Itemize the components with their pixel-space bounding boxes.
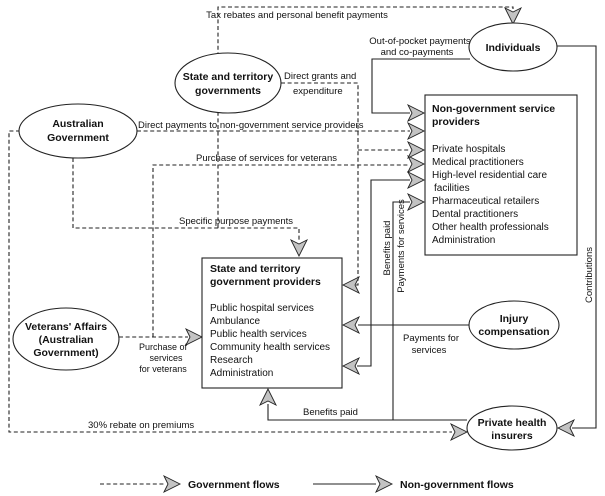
flow-insurers-benefits [260, 389, 467, 420]
arrowhead-right-nongovt-4-icon [408, 172, 424, 188]
legend-government-label: Government flows [188, 479, 280, 491]
payments-services-vertical-label: Payments for services [396, 199, 407, 293]
box-item: Administration [210, 368, 274, 379]
box-item: Public hospital services [210, 303, 314, 314]
purchase-veterans-top-label: Purchase of services for veterans [196, 153, 337, 164]
arrowhead-down-individuals-icon [505, 8, 521, 24]
state-box-title-1: State and territory [210, 263, 301, 275]
direct-grants-label-1: Direct grants and [284, 71, 357, 82]
australian-government-label-2: Government [47, 132, 109, 144]
arrowhead-right-insurers-icon [451, 424, 467, 440]
purchase-veterans-side-label-1: Purchase of [138, 342, 188, 352]
arrowhead-down-statebox-icon [291, 240, 307, 256]
specific-purpose-line [73, 158, 299, 241]
arrowhead-right-nongovt-2-icon [408, 142, 424, 158]
box-item: facilities [434, 183, 470, 194]
insurers-benefits-line [268, 404, 467, 420]
contributions-label: Contributions [584, 247, 595, 303]
arrowhead-left-insurers-icon [558, 420, 574, 436]
benefits-paid-bottom-label: Benefits paid [303, 407, 358, 418]
private-health-insurers-label-2: insurers [491, 430, 533, 442]
australian-government-label-1: Australian [52, 118, 104, 130]
legend-government-arrowhead-icon [164, 476, 180, 492]
legend-nongovernment-arrowhead-icon [376, 476, 392, 492]
nongovt-box-title-2: providers [432, 116, 480, 128]
rebate-label: 30% rebate on premiums [88, 420, 195, 431]
purchase-veterans-side-label-2: services [149, 353, 183, 363]
flow-specific-purpose [73, 158, 307, 256]
veterans-affairs-label-2: (Australian [38, 334, 94, 346]
arrowhead-right-nongovt-1-icon [408, 123, 424, 139]
box-item: Community health services [210, 342, 331, 353]
arrowhead-right-nongovt-5-icon [408, 194, 424, 210]
state-territory-governments-label-1: State and territory [182, 71, 274, 83]
private-health-insurers-label-1: Private health [477, 417, 547, 429]
specific-purpose-label: Specific purpose payments [179, 216, 294, 227]
flow-injury-payments [343, 317, 470, 333]
injury-compensation-ellipse [469, 301, 559, 349]
out-of-pocket-label-2: and co-payments [380, 47, 454, 58]
box-item: Other health professionals [432, 222, 549, 233]
veterans-affairs-label-3: Government) [33, 347, 99, 359]
box-item: Public health services [210, 329, 307, 340]
box-item: Research [210, 355, 253, 366]
injury-payments-label-2: services [411, 345, 447, 356]
arrowhead-up-statebox-icon [260, 389, 276, 405]
arrowhead-left-statebox-mid-icon [343, 317, 359, 333]
box-item: Dental practitioners [432, 209, 519, 220]
tax-rebates-label: Tax rebates and personal benefit payments [206, 10, 388, 21]
injury-compensation-label-1: Injury [499, 313, 529, 325]
box-item: Pharmaceutical retailers [432, 196, 540, 207]
arrowhead-right-statebox-icon [186, 329, 202, 345]
purchase-veterans-side-label-3: for veterans [139, 364, 187, 374]
nongovt-box-title-1: Non-government service [432, 103, 556, 115]
australian-government-ellipse [19, 104, 137, 158]
legend [100, 476, 514, 492]
individuals-label: Individuals [485, 42, 541, 54]
direct-payments-label: Direct payments to non-government service providers [138, 120, 364, 131]
arrowhead-left-statebox-low-icon [343, 358, 359, 374]
state-box-title-2: government providers [210, 276, 321, 288]
box-item: Administration [432, 235, 496, 246]
state-territory-governments-label-2: governments [195, 85, 261, 97]
injury-compensation-label-2: compensation [478, 326, 550, 338]
benefits-paid-vertical-label: Benefits paid [382, 220, 393, 276]
arrowhead-right-nongovt-0-icon [408, 105, 424, 121]
box-item: High-level residential care [432, 170, 548, 181]
state-territory-governments-ellipse [175, 53, 281, 113]
veterans-affairs-label-1: Veterans' Affairs [24, 321, 108, 333]
out-of-pocket-label-1: Out-of-pocket payments [369, 36, 471, 47]
direct-grants-line [281, 83, 358, 285]
direct-grants-label-2: expenditure [293, 86, 343, 97]
box-item: Private hospitals [432, 144, 506, 155]
arrowhead-right-nongovt-3-icon [408, 156, 424, 172]
box-item: Ambulance [210, 316, 261, 327]
box-item: Medical practitioners [432, 157, 524, 168]
injury-payments-label-1: Payments for [403, 333, 459, 344]
legend-nongovernment-label: Non-government flows [400, 479, 514, 491]
